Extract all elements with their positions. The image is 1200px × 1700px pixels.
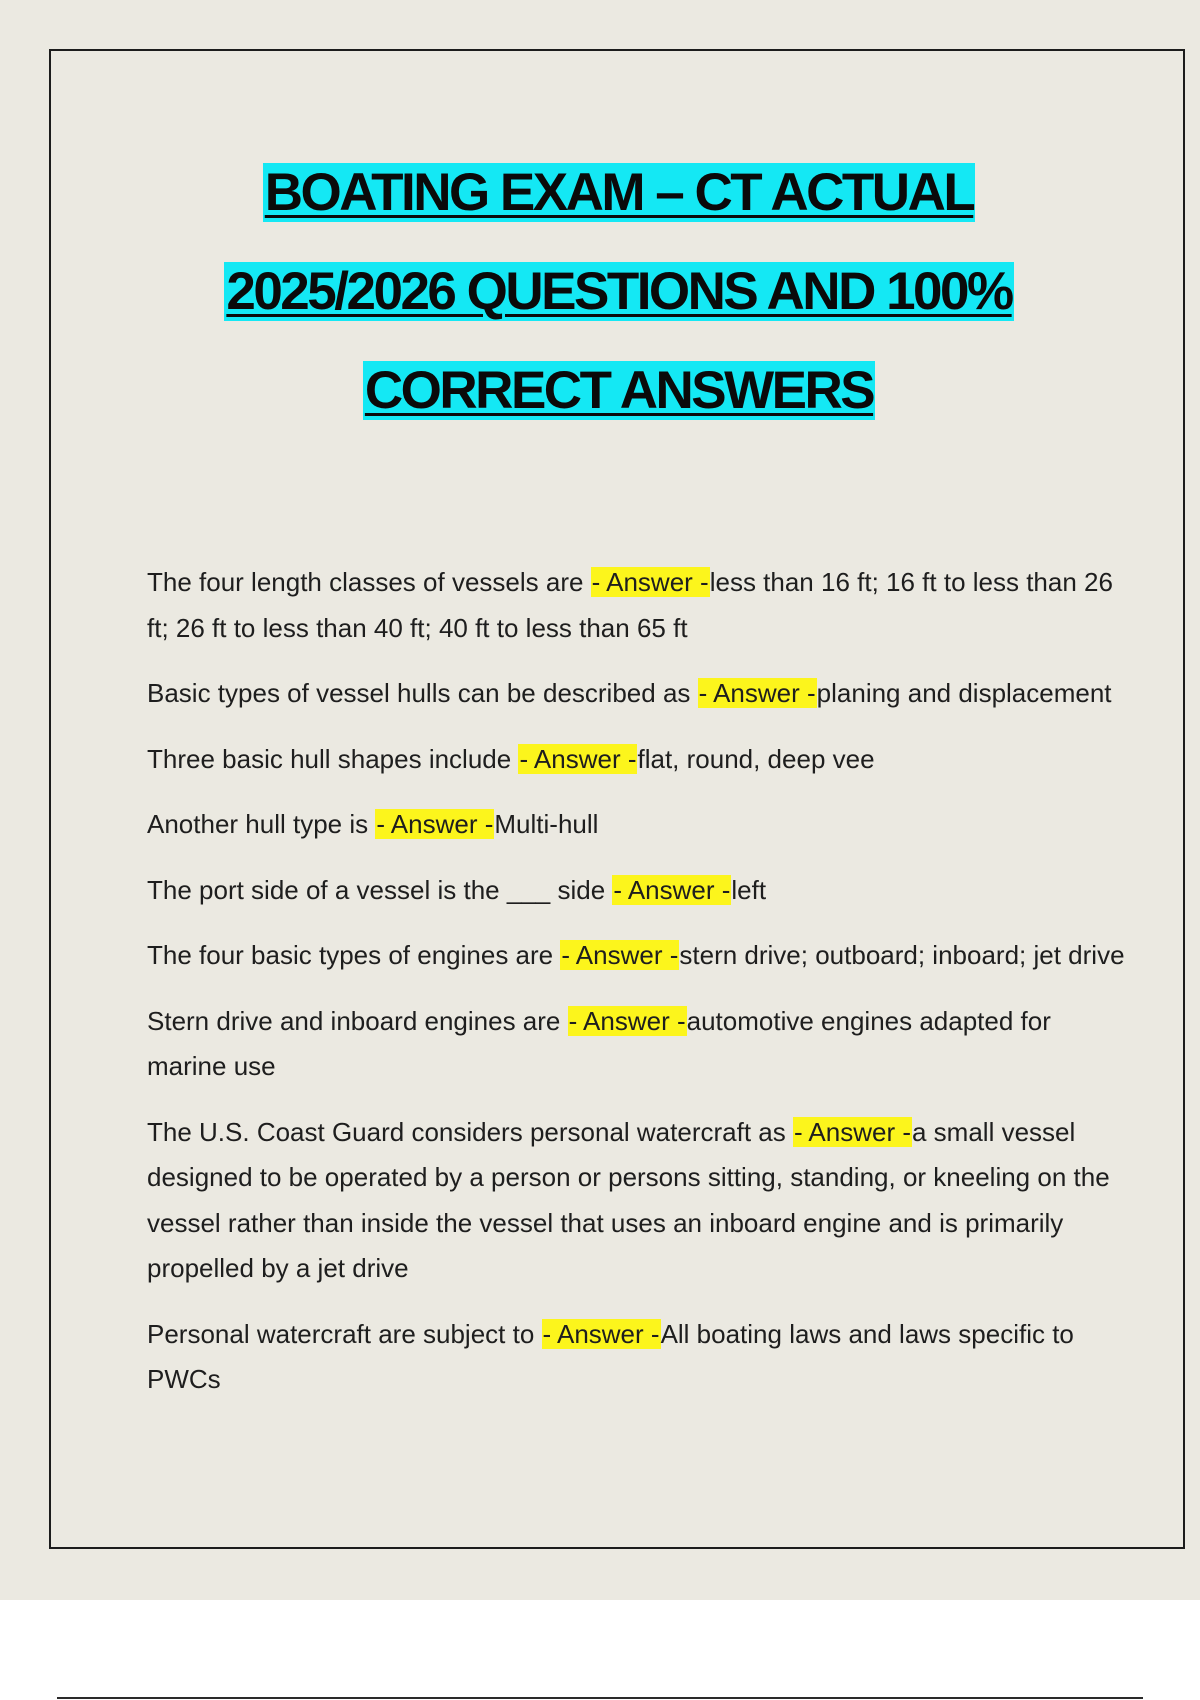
answer-tag: - Answer - <box>698 678 816 708</box>
question-text: Personal watercraft are subject to <box>147 1318 542 1349</box>
answer-tag: - Answer - <box>568 1005 686 1036</box>
question-text: The U.S. Coast Guard considers personal watercraft as <box>147 1116 793 1147</box>
answer-text: All boating laws and laws specific to PWCs <box>147 1318 1074 1394</box>
answer-text: a small vessel designed to be operated by a person or persons sitting, standing, or kneeling on the vessel rather than inside the vessel that uses an inboard engine and is primarily propelled by a jet drive <box>147 1116 1110 1283</box>
title-line-3 <box>51 341 1187 440</box>
qa-item <box>147 1312 1137 1403</box>
question-answer-list <box>147 560 1137 1423</box>
answer-text: planing and displacement <box>816 678 1112 708</box>
answer-text: automotive engines adapted for marine use <box>147 1005 1051 1081</box>
question-text: The four basic types of engines are <box>147 940 561 970</box>
question-text: Basic types of vessel hulls can be described as <box>147 678 698 708</box>
answer-tag: - Answer - <box>591 567 709 597</box>
answer-tag: - Answer - <box>561 940 679 970</box>
answer-tag: - Answer - <box>519 743 637 774</box>
document-title <box>51 143 1187 440</box>
qa-item <box>147 999 1137 1090</box>
question-text: The four length classes of vessels are <box>147 567 591 597</box>
answer-tag: - Answer - <box>376 809 494 839</box>
answer-tag: - Answer - <box>793 1116 911 1147</box>
question-text: Another hull type is <box>147 809 376 839</box>
answer-text: left <box>731 874 767 905</box>
qa-item <box>147 1110 1137 1292</box>
answer-text: flat, round, deep vee <box>637 743 875 774</box>
title-line-1-text: BOATING EXAM – CT ACTUAL <box>264 163 974 222</box>
qa-item <box>147 933 1137 979</box>
answer-text: less than 16 ft; 16 ft to less than 26 ft; 26 ft to less than 40 ft; 40 ft to less than 65 ft <box>147 567 1113 643</box>
page-border-frame <box>49 49 1185 1549</box>
answer-tag: - Answer - <box>613 874 731 905</box>
footer-divider <box>57 1697 1143 1699</box>
qa-item <box>147 802 1137 848</box>
answer-text: Multi-hull <box>494 809 599 839</box>
question-text: Three basic hull shapes include <box>147 743 519 774</box>
answer-text: stern drive; outboard; inboard; jet drive <box>679 940 1125 970</box>
qa-item <box>147 737 1137 783</box>
title-line-1 <box>51 143 1187 242</box>
title-line-3-text: CORRECT ANSWERS <box>364 361 874 420</box>
answer-tag: - Answer - <box>542 1318 660 1349</box>
title-line-2 <box>51 242 1187 341</box>
qa-item <box>147 560 1137 651</box>
qa-item <box>147 868 1137 914</box>
title-line-2-text: 2025/2026 QUESTIONS AND 100% <box>226 262 1012 321</box>
question-text: The port side of a vessel is the ___ side <box>147 874 613 905</box>
qa-item <box>147 671 1137 717</box>
question-text: Stern drive and inboard engines are <box>147 1005 568 1036</box>
